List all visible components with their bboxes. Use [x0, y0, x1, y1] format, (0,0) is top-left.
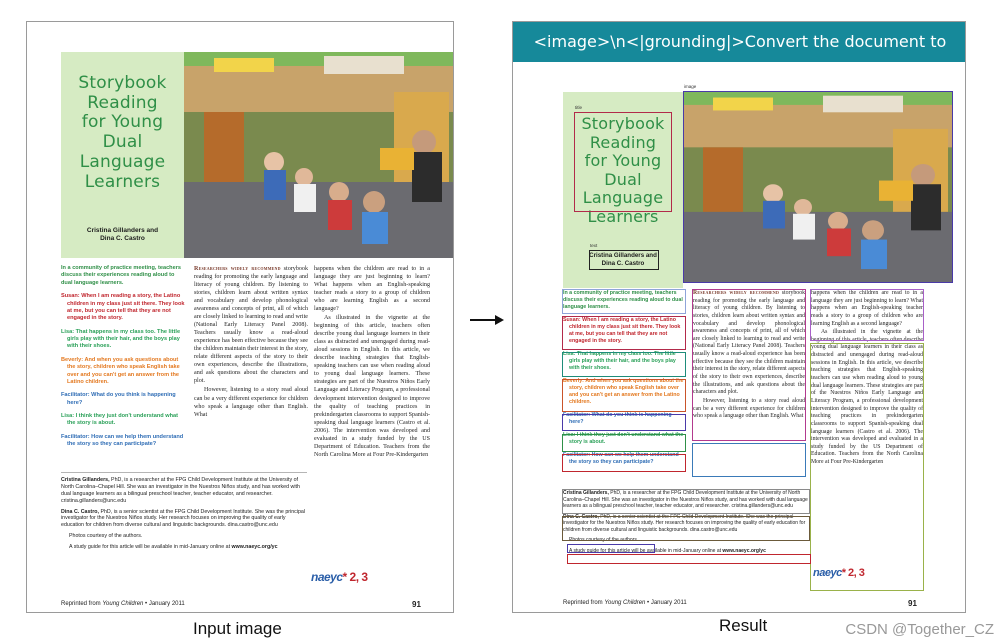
speaker-text: And when you ask questions about the story, children who speak English take over and you can't get an answer from the Latino children. [67, 356, 180, 385]
bio-text: PhD, is a senior scientist at the FPG Child Development Institute. She was the principal investigator for the Nuestros Niños study. Her research focuses on improving the quality of early education for children from diverse cultural and linguistic backgrounds. dina.castro@unc.edu [563, 513, 806, 533]
study-guide-url[interactable]: www.naeyc.org/yc [722, 547, 766, 554]
paragraph-text: storybook reading for promoting the early language and literacy of young children. By listening to stories, children learn about written syntax and vocabulary and develop phonological awareness and concepts of print, all of which are closely linked to learning to read and write (National Early Literacy Panel 2008). Teachers usually know a read-aloud experience has been effective because they see the children maintain their interest in the story, relate different aspects of the story to their own experiences, describe the illustrations, and ask questions about the characters and plot. [693, 290, 805, 396]
bio-divider [61, 472, 307, 473]
article-title [65, 74, 180, 192]
photo-illustration [184, 52, 453, 258]
author-line: Dina C. Castro [601, 260, 645, 268]
study-guide-text: A study guide for this article will be available in mid-January online at [69, 544, 232, 550]
study-guide-note [61, 544, 309, 551]
exchange-beverly [61, 357, 187, 387]
bio-castro [61, 509, 309, 530]
body-paragraph: As illustrated in the vignette at the beginning of this article, teachers often describe young dual language learners in their class as distracted and unengaged during read-aloud sessions in English. In this article, we describe teaching strategies that English-speaking teachers can use when reading aloud to young dual language learners. These strategies are part of the Nuestros Niños Early Language and Literacy Program, a professional development intervention designed to improve the quality of teaching practices in prekindergarten classrooms to support Spanish-speaking dual language learners (Castro et al. 2006). The intervention was developed and evaluated in a study funded by the US Department of Education. Teachers from the North Carolina More at Four Pre-Kindergarten [314, 315, 430, 458]
speaker-text: I think they just don't understand what the story is about. [569, 431, 684, 445]
title-line: Dual Language [582, 169, 664, 208]
bio-name: Dina C. Castro, [61, 508, 99, 515]
title-line: for Young [584, 151, 662, 171]
study-guide-text: A study guide for this article will be available in mid-January online at [569, 547, 723, 554]
speaker-name: Facilitator: [563, 411, 591, 418]
exchange-lisa [61, 329, 187, 351]
grounding-box-lisa [562, 352, 686, 377]
grounding-box-col2-p2 [692, 443, 806, 477]
speaker-text: And when you ask questions about the story, children who speak English take over and you can't get an answer from the Latino children. [569, 377, 684, 405]
exchange-facilitator [61, 392, 187, 407]
study-guide-url[interactable]: www.naeyc.org/yc [231, 544, 278, 550]
body-paragraph: However, listening to a story read aloud can be a very different experience for children who speak a language other than English. What [693, 397, 805, 420]
body-paragraph: However, listening to a story read aloud can be a very different experience for children who speak a language other than English. What [194, 387, 308, 418]
naeyc-star-icon: * [841, 567, 846, 579]
author-line: Dina C. Castro [100, 235, 145, 243]
article-authors [65, 227, 180, 244]
vignette-sidebar [61, 265, 187, 475]
naeyc-standards: 2, 3 [349, 570, 368, 584]
footer-date: • January 2011 [645, 600, 687, 606]
body-column-3 [314, 265, 430, 585]
speaker-name: Facilitator: [61, 433, 90, 440]
lead-smallcaps: Researchers widely recommend [693, 290, 780, 296]
author-line: Cristina Gillanders and [589, 252, 657, 259]
speaker-name: Facilitator: [61, 392, 90, 399]
prompt-banner: <image>\n<|grounding|>Convert the document to markdown. [513, 22, 966, 62]
speaker-name: Beverly: [61, 356, 84, 363]
exchange-lisa-2 [61, 413, 187, 428]
speaker-text: When I am reading a story, the Latino children in my class just sit there. They look at me, but you can tell that they are not engaged in the story. [67, 293, 185, 322]
footer-reprinted: Reprinted from [61, 601, 101, 607]
title-line: Storybook [78, 73, 167, 93]
grounding-label: image [684, 84, 697, 89]
grounding-box-facilitator-2 [562, 451, 686, 472]
grounding-box-col3-p2 [810, 343, 924, 591]
title-line: Learners [587, 206, 659, 226]
bio-name: Cristina Gillanders, [61, 477, 110, 483]
bio-text: PhD, is a senior scientist at the FPG Child Development Institute. She was the principal investigator for the Nuestros Niños study. Her research focuses on improving the quality of early education for children from diverse cultural and linguistic backgrounds. dina.castro@unc.edu [61, 508, 306, 529]
grounding-box-col2-p1 [692, 289, 806, 441]
grounding-label: text [590, 243, 598, 248]
naeyc-wordmark: naeyc [813, 567, 842, 579]
body-column-2 [194, 265, 308, 483]
naeyc-logo [311, 570, 368, 584]
grounding-box-col3-p1 [810, 289, 924, 341]
speaker-text: That happens in my class too. The little girls play with their hair, and the boys play with their shoes. [569, 350, 676, 371]
speaker-name: Lisa: [563, 431, 576, 438]
grounding-label: title [575, 105, 583, 110]
paragraph-text: storybook reading for promoting the early language and literacy of young children. By listening to stories, children learn about written syntax and vocabulary and develop phonological awareness and concepts of print, all of which are closely linked to learning to read and write (National Early Literacy Panel 2008). Teachers usually know a read-aloud experience has been effective because they see the children maintain their interest in the story, relate different aspects of the story to their own experiences, describe the illustrations, and ask questions about the characters and plot. [194, 266, 308, 385]
grounding-box-intro [562, 289, 686, 314]
result-page [512, 21, 966, 613]
body-paragraph [194, 265, 308, 385]
grounding-box-facilitator [562, 411, 686, 431]
grounding-box-image [683, 91, 953, 283]
exchange-susan [61, 293, 187, 323]
speaker-text: What do you think is happening here? [569, 411, 672, 425]
title-line: for Young [81, 112, 164, 133]
bio-name: Cristina Gillanders, [563, 490, 609, 496]
speaker-text: When I am reading a story, the Latino children in my class just sit there. They look at me, but you can tell that they are not engaged in the story. [569, 316, 681, 344]
arrow-right-icon [470, 314, 504, 326]
speaker-name: Susan: [563, 316, 581, 323]
title-line: Reading [589, 132, 657, 152]
title-line: Dual Language [79, 132, 166, 172]
naeyc-wordmark: naeyc [311, 570, 343, 584]
speaker-name: Beverly: [563, 377, 584, 384]
speaker-text: How can we help them understand the story so they can participate? [67, 433, 184, 448]
page-number: 91 [412, 600, 421, 609]
grounding-box-study-guide [567, 554, 811, 564]
page-number: 91 [908, 599, 917, 608]
speaker-text: What do you think is happening here? [67, 392, 176, 406]
reprint-footer [61, 601, 185, 607]
vignette-intro: In a community of practice meeting, teachers discuss their experiences reading aloud to dual language learners. [61, 265, 181, 286]
grounding-box-authors [589, 250, 659, 270]
footer-journal: Young Children [102, 601, 144, 607]
photo-credit: Photos courtesy of the authors. [569, 537, 639, 543]
lead-smallcaps: Researchers widely recommend [194, 266, 281, 272]
speaker-name: Lisa: [61, 413, 75, 419]
bio-text: PhD, is a researcher at the FPG Child Development Institute at the University of North Carolina–Chapel Hill. She was an investigator in the Nuestros Niños study, and has worked with dual language learners as a bilingual preschool teacher, teacher educator, and researcher. cristina.gillanders@unc.edu [61, 477, 300, 504]
title-line: Storybook [581, 114, 665, 133]
exchange-facilitator-2 [61, 434, 187, 449]
author-bios [61, 477, 309, 555]
title-line: Reading [87, 92, 158, 113]
grounding-box-bio1 [562, 489, 810, 514]
reprint-footer [563, 600, 687, 606]
grounding-box-title [574, 112, 672, 212]
grounding-box-credit [567, 544, 655, 553]
title-line: Learners [84, 171, 161, 192]
grounding-box-lisa-2 [562, 431, 686, 452]
author-line: Cristina Gillanders and [86, 227, 159, 234]
grounding-box-susan [562, 316, 686, 350]
speaker-name: Lisa: [61, 328, 75, 335]
body-paragraph: happens when the children are read to in a language they are just beginning to learn? What happens when an English-speaking teacher reads a story to a group of children who are learning English as a second language? [811, 290, 923, 327]
speaker-text: That happens in my class too. The little girls play with their hair, and the boys play with their shoes. [67, 328, 181, 350]
speaker-name: Lisa: [563, 350, 576, 357]
naeyc-star-icon: * [342, 570, 347, 584]
speaker-text: How can we help them understand the story so they can participate? [569, 451, 679, 465]
classroom-photo [184, 52, 453, 258]
caption-result: Result [719, 616, 768, 635]
bio-name: Dina C. Castro, [563, 513, 599, 520]
footer-reprinted: Reprinted from [563, 600, 603, 606]
body-paragraph: happens when the children are read to in a language they are just beginning to learn? What happens when an English-speaking teacher reads a story to a group of children who are learning English as a second language? [314, 266, 430, 313]
photo-credit: Photos courtesy of the authors. [69, 533, 143, 540]
speaker-name: Facilitator: [563, 451, 591, 458]
grounding-box-bio2 [562, 513, 810, 541]
vignette-intro: In a community of practice meeting, teachers discuss their experiences reading aloud to dual language learners. [563, 290, 683, 310]
body-paragraph: As illustrated in the vignette at the beginning of this article, teachers often describe young dual language learners in their class as distracted and unengaged during read-aloud sessions in English. In this article, we describe teaching strategies that English-speaking teachers can use when reading aloud to young dual language learners. These strategies are part of the Nuestros Niños Early Language and Literacy Program, a professional development intervention designed to improve the quality of teaching practices in prekindergarten classrooms to support Spanish-speaking dual language learners (Castro et al. 2006). The intervention was developed and evaluated in a study funded by the US Department of Education. Teachers from the North Carolina More at Four Pre-Kindergarten [811, 329, 923, 466]
footer-journal: Young Children [604, 600, 646, 606]
grounding-box-beverly [562, 379, 686, 412]
caption-input: Input image [193, 619, 282, 638]
footer-date: • January 2011 [143, 601, 185, 607]
bio-text: PhD, is a researcher at the FPG Child Development Institute at the University of North Carolina–Chapel Hill. She was an investigator in the Nuestros Niños study, and has worked with dual language learners as a bilingual preschool teacher, teacher educator, and researcher. cristina.gillanders@unc.edu [563, 490, 808, 509]
bio-gillanders [61, 477, 309, 505]
speaker-text: I think they just don't understand what the story is about. [67, 413, 178, 427]
speaker-name: Susan: [61, 293, 80, 300]
input-page [26, 21, 454, 613]
watermark: CSDN @Together_CZ [845, 621, 994, 638]
naeyc-standards: 2, 3 [848, 567, 865, 579]
